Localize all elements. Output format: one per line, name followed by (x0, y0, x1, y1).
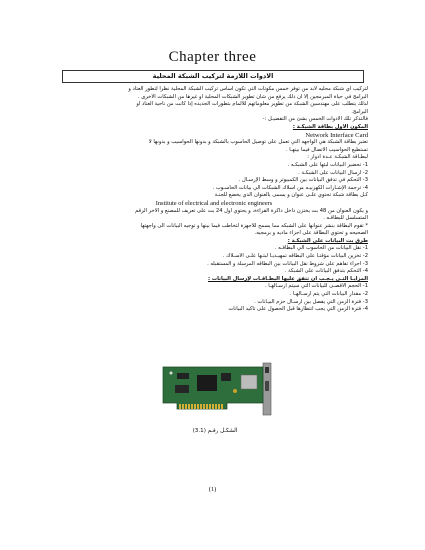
text-line: 3- التحكم في تدفق البيانات بين الكمبيوتر و وسط الإرسـال . (238, 177, 368, 184)
text-line: البرامج. (351, 108, 368, 115)
text-line: الصحيحه و تحتوي البطاقة على اجزاء ماديه و برمجيه. (254, 230, 368, 237)
section-title-box: الادوات اللازمة لتركيب الشبكة المحلية (62, 70, 364, 83)
text-line: Network Interface Card (305, 131, 368, 139)
text-line: تستطيع الحواسيب الاتصال فيما بينهـا . (286, 146, 368, 153)
text-line: كـل بطاقة شبكة تحتوي علـى عنوان و يسمى بالعنوان الذي يخضع للجنـة (214, 192, 368, 199)
text-line: و يكون العنوان من 48 بت يختزن داخل ذاكرة القراءة، و يحتوي اول 24 بت على تعريف للمصنع و الاخر الرقم (135, 207, 368, 214)
section-heading: طرق بث البيانات على الشبكـة : (287, 237, 368, 244)
text-line: البرامج في حياة المبرمجين إلا أن ذلك يرفع من شأن تطوير الشبكات المحلية أو غيرها من الشبكات الأخرى . (137, 93, 368, 100)
text-line: * تقوم البطاقة بنشر عنوانها على الشبكه مما يسمح للأجهزة لتخاطب فيما بينها و توجيه البيانات الى واجهتها (140, 222, 368, 229)
page-number: (1) (208, 486, 217, 493)
text-line: تعتبر بطاقة الشبكة هي الواجهه التي تعمل على توصيل الحاسوب بالشبكة و بدونها الحواسيب و بدونها لا (148, 139, 368, 146)
text-line: 2- مقدار البيانات التي يتم ارسـالهـا . (289, 291, 368, 298)
section-heading: المزايـا التـي يـجـب ان تتفق عليها البطـاقـات لإرسال البيانات : (208, 275, 368, 282)
text-line: 4- التحكم بتدفق البيانات على الشبكة . (284, 268, 368, 275)
network-card-image (157, 361, 275, 419)
text-line: 2- ارسال البيانات على الشبكـة . (298, 169, 368, 176)
body-text (60, 86, 368, 314)
section-heading: المكون الاول بطاقة الشبكـة : (292, 123, 368, 130)
text-line: 3- فترة الزمن التي يفصل بين ارسـال حزم البيـانات . (254, 298, 368, 305)
text-line: 4- فترة الزمن التي يجب انتظارها قبل الحصول على تأكيد البيانات (228, 306, 368, 313)
text-line: 2- تخزين البيانات مؤقتـاً على البطاقه تمهيـديـا لبثـها علـى الاسـلاك . (222, 253, 368, 260)
text-line: لتركيب اي شبكة محليه لابد من توفر خمس مكونات التي تكون اساس تركيب الشبكة المحلية نظراً لتطور العتاد و (128, 86, 368, 92)
text-line: فالتذكر تلك الادوات الخمس بشئ من التفصيـل :- (262, 116, 368, 123)
text-line: المتسلسل للبطاقـه . (323, 215, 368, 222)
figure-caption: الشكـل رقـم (3.1) (192, 428, 238, 434)
text-line: 3- اجراء تفاهم على شروط نقل البيانات بين البطاقه المرسلة و المستقبله . (207, 260, 368, 267)
text-line: Institute of electrical and electronic engineers (155, 199, 273, 207)
text-line: 4- ترجمة الإشـارات الكهربيـه من اسلاك الشبكات الي بيانات الحاسـوب . (212, 184, 368, 191)
text-line: لذلك يتطلب على مهندسين الشبكة من تطوير معلوماتهم للالمام بتطورات الجديده إذا كانت من ناحية العتاد او (136, 101, 368, 108)
text-line: 1- الحجم الأقصـى للبيانات التي سيتم ارسـالهـا . (265, 283, 368, 290)
text-line: 1- تحضير البيانات لبثها على الشبكـه . (287, 161, 368, 168)
chapter-title: Chapter three (168, 49, 257, 65)
text-line: لبطـاقة الشبكـة عـدة أدوار : (307, 154, 368, 161)
text-line: 1- نقل البيانات من الحاسوب الي البطاقـه . (274, 245, 368, 252)
